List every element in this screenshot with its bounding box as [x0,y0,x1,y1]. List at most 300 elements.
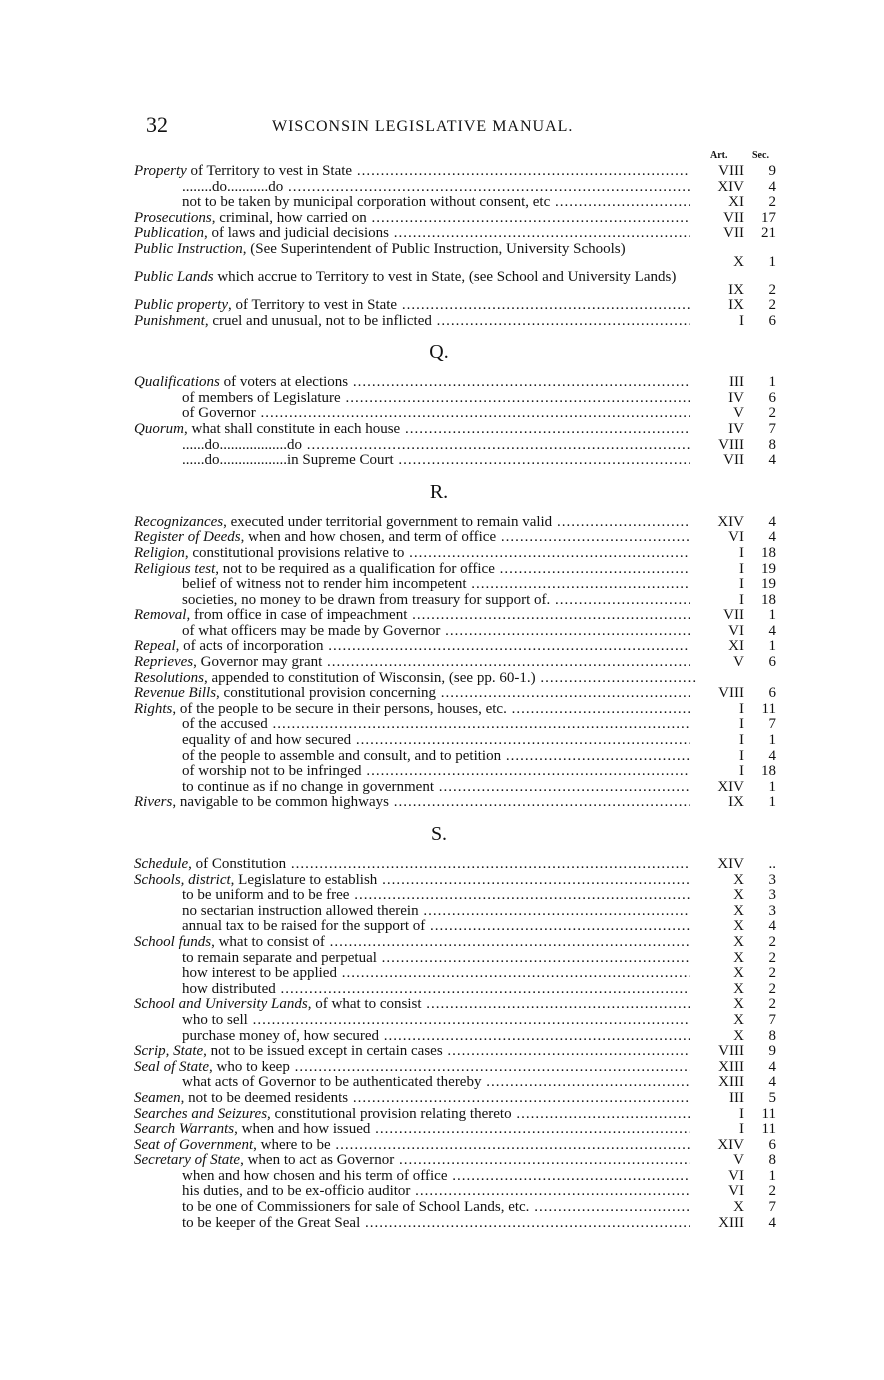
entry-article: I [690,314,744,330]
entry-description: , who to keep [209,1059,290,1075]
entry-article: I [690,1107,744,1123]
entry-description: of the accused [182,717,268,733]
entry-article: X [690,966,744,982]
entry-section: 2 [768,949,776,966]
entry-section: 4 [768,1058,776,1075]
entry-description: of what officers may be made by Governor [182,623,441,639]
entry-description: what acts of Governor to be authenticated thereby [182,1075,482,1091]
entry-text [182,749,698,765]
column-header-sec: Sec. [752,150,769,161]
entry-section: 1 [768,794,776,811]
index-entry [134,422,794,438]
index-entry [134,593,794,609]
entry-description: of the people to assemble and consult, and to petition [182,748,502,764]
entry-article: V [690,655,744,671]
entry-section: 18 [761,591,776,608]
entry-term: Rights [134,701,173,717]
entry-text [182,951,698,967]
entry-section: 8 [768,1027,776,1044]
entry-article: XIV [690,1138,744,1154]
index-entry [134,577,794,593]
entry-section: 7 [768,1199,776,1216]
entry-article: X [690,888,744,904]
entry-term: Qualifications [134,375,220,391]
entry-text [134,515,698,531]
entry-text [134,655,698,671]
entry-text [182,919,698,935]
entry-section: 21 [761,225,776,242]
entry-term: Seal of State [134,1059,209,1075]
index-entry [134,749,794,765]
index-entry [134,951,794,967]
index-entry [134,453,794,469]
entry-term: Searches and Seizures [134,1106,268,1122]
entry-section: 8 [768,436,776,453]
entry-term: Schedule [134,857,189,872]
entry-section: 3 [768,871,776,888]
entry-description: , executed under territorial government to remain valid [223,514,553,530]
entry-term: Religion [134,545,185,561]
entry-description: annual tax to be raised for the support of [182,919,426,935]
entry-section: 18 [761,544,776,561]
entry-article: X [690,951,744,967]
entry-text [182,391,698,407]
entry-section: 3 [768,887,776,904]
entry-text [182,195,698,211]
entry-text [182,982,698,998]
entry-section: 6 [768,1136,776,1153]
entry-description: , where to be [253,1137,331,1153]
entry-description: his duties, and to be ex-officio auditor [182,1184,411,1200]
entry-description: societies, no money to be drawn from treasury for support of. [182,592,551,608]
entry-description: , (See Superintendent of Public Instruction, University Schools) [242,241,626,256]
index-entry [134,391,794,407]
entry-section: 2 [768,933,776,950]
entry-section: 11 [761,1121,776,1138]
index-entry [134,873,794,889]
entry-description: to continue as if no change in government [182,779,435,795]
entry-term: Quorum [134,421,185,437]
entry-text [182,733,698,749]
entry-text [182,593,698,609]
entry-article: VIII [690,438,744,454]
entry-term: Public Lands [134,269,214,284]
entry-text [182,438,698,454]
entry-description: , from office in case of impeachment [186,608,408,624]
entry-section: 9 [768,163,776,179]
index-entry [134,1075,794,1091]
entry-section: 2 [768,296,776,313]
entry-article: IX [690,298,744,314]
entry-description: , constitutional provision concerning [216,686,437,702]
index-entry [134,857,794,873]
entry-article: XIII [690,1216,744,1232]
entry-article: XI [690,639,744,655]
entry-text [182,966,698,982]
entry-article: IX [690,283,744,299]
entry-description: , appended to constitution of Wisconsin, (see pp. 60-1.) [204,670,536,686]
index-entry [134,702,794,718]
entry-article: I [690,717,744,733]
entry-description: , of Constitution [188,857,287,872]
entry-section: 2 [768,405,776,422]
entry-section: 2 [768,194,776,211]
entry-term: Scrip, State [134,1044,204,1060]
entry-section: 11 [761,700,776,717]
entry-term: Seat of Government [134,1137,254,1153]
entry-section: 7 [768,716,776,733]
entry-article: X [690,935,744,951]
entry-description: of worship not to be infringed [182,764,362,780]
entry-article: I [690,702,744,718]
entry-text [134,935,698,951]
entry-term: Religious test [134,561,216,577]
entry-section: 7 [768,1011,776,1028]
entry-article: XI [690,195,744,211]
index-entry [134,226,794,242]
entry-section: .. [768,856,776,872]
entry-text [134,298,698,314]
index-entry [134,1091,794,1107]
index-entry [134,717,794,733]
entry-text [134,1091,698,1107]
entry-text [134,608,698,624]
entry-text [182,1013,698,1029]
index-entry [134,314,794,330]
index-entry [134,406,794,422]
index-entry [134,1060,794,1076]
entry-text [134,422,698,438]
index-entry [134,671,794,687]
entry-article: III [690,375,744,391]
entry-term: Removal [134,608,187,624]
entry-text [134,1153,698,1169]
entry-article: X [690,873,744,889]
entry-section: 3 [768,902,776,919]
page-number: 32 [146,112,168,137]
entry-text [182,406,698,422]
entry-term: Prosecutions [134,210,212,226]
entry-article: VII [690,226,744,242]
entry-text [134,314,698,330]
entry-description: to be uniform and to be free [182,888,350,904]
column-header-art: Art. [710,150,728,161]
index-body [134,164,794,1231]
entry-description: , navigable to be common highways [172,795,389,811]
entry-term: Publication [134,226,204,242]
entry-section: 2 [768,1183,776,1200]
entry-description: , of laws and judicial decisions [204,226,389,242]
entry-section: 4 [768,529,776,546]
running-head [146,112,786,142]
entry-article: VI [690,1169,744,1185]
entry-description: , what to consist of [211,934,325,950]
entry-term: Public property [134,297,229,313]
entry-description: , of what to consist [307,997,422,1013]
entry-description: how interest to be applied [182,966,337,982]
entry-term: Public Instruction [134,241,243,256]
index-entry [134,904,794,920]
entry-description: to remain separate and perpetual [182,950,377,966]
entry-article: VII [690,453,744,469]
entry-section: 2 [768,980,776,997]
entry-text [134,375,698,391]
entry-description: , constitutional provisions relative to [184,545,405,561]
entry-section: 1 [768,253,776,270]
entry-text [134,639,698,655]
entry-text [134,1138,698,1154]
entry-term: Recognizances [134,514,224,530]
index-entry [134,1216,794,1232]
entry-article: IV [690,422,744,438]
entry-term: Revenue Bills [134,686,217,702]
entry-article: IX [690,795,744,811]
index-entry [134,733,794,749]
entry-section: 1 [768,1167,776,1184]
entry-description: , Governor may grant [193,655,323,671]
entry-section: 4 [768,178,776,195]
entry-text [182,1200,698,1216]
entry-description: ........do...........do [182,179,284,195]
entry-article: VIII [690,686,744,702]
entry-text [134,702,698,718]
entry-article: XIV [690,857,744,873]
section-letter-text: Q. [429,341,449,364]
entry-section: 6 [768,389,776,406]
entry-section: 6 [768,312,776,329]
index-entry [134,1169,794,1185]
entry-description: , Legislature to establish [230,872,378,888]
entry-article: I [690,749,744,765]
entry-description: belief of witness not to render him incompetent [182,577,467,593]
entry-text [134,671,698,687]
entry-article: III [690,1091,744,1107]
entry-section: 1 [768,374,776,391]
entry-article: I [690,562,744,578]
entry-article: I [690,733,744,749]
entry-article: I [690,1122,744,1138]
entry-description: , not to be issued except in certain cases [203,1044,443,1060]
entry-section: 4 [768,452,776,469]
entry-article: XIV [690,780,744,796]
entry-text [182,717,698,733]
index-entry [134,780,794,796]
index-entry [134,211,794,227]
entry-text [134,873,698,889]
index-entry [134,624,794,640]
entry-article: I [690,546,744,562]
entry-article: XIII [690,1060,744,1076]
entry-term: Repeal [134,639,176,655]
index-entry [134,919,794,935]
index-entry [134,195,794,211]
entry-section: 1 [768,778,776,795]
entry-description: which accrue to Territory to vest in State, (see School and University Lands) [213,269,677,284]
section-letter-text: S. [430,823,448,845]
entry-section: 17 [761,209,776,226]
entry-article: X [690,997,744,1013]
entry-description: equality of and how secured [182,733,352,749]
entry-term: Schools, district [134,872,231,888]
index-entry [134,764,794,780]
entry-text [134,546,698,562]
entry-section: 8 [768,1152,776,1169]
entry-article: V [690,406,744,422]
entry-description: of members of Legislature [182,390,341,406]
entry-article: X [690,1200,744,1216]
entry-article: V [690,1153,744,1169]
entry-section: 1 [768,732,776,749]
entry-article: VI [690,530,744,546]
section-letter [134,469,794,515]
index-entry [134,966,794,982]
running-title: WISCONSIN LEGISLATIVE MANUAL. [272,118,574,135]
index-entry [134,164,794,180]
entry-description: when and how chosen and his term of office [182,1168,448,1184]
entry-section: 4 [768,513,776,530]
entry-section: 4 [768,622,776,639]
entry-section: 11 [761,1105,776,1122]
entry-description: ......do..................in Supreme Court [182,453,394,469]
entry-description: to be keeper of the Great Seal [182,1215,361,1231]
entry-description: , not to be required as a qualification for office [215,561,495,577]
entry-term: Secretary of State [134,1153,241,1169]
entry-article: X [690,1029,744,1045]
entry-term: School funds [134,934,212,950]
entry-description: to be one of Commissioners for sale of School Lands, etc. [182,1200,530,1216]
entry-text [134,1107,698,1123]
section-letter [134,811,794,857]
index-entry [134,1107,794,1123]
index-entry [134,1200,794,1216]
index-entry [134,1029,794,1045]
entry-term: Property [134,164,187,179]
index-entry [134,639,794,655]
entry-article: VIII [690,164,744,180]
entry-section: 6 [768,685,776,702]
entry-term: Reprieves [134,655,194,671]
entry-term: Seamen [134,1090,181,1106]
entry-text [134,242,698,256]
index-entry [134,1138,794,1154]
index-entry [134,1044,794,1060]
entry-text [182,1169,698,1185]
entry-description: ......do..................do [182,437,302,453]
entry-article: I [690,593,744,609]
entry-text [182,780,698,796]
section-letter-text: R. [429,480,449,503]
index-entry [134,655,794,671]
entry-description: how distributed [182,981,276,997]
entry-article: IV [690,391,744,407]
entry-text [182,1216,698,1232]
entry-term: School and University Lands [134,997,308,1013]
entry-text [182,453,698,469]
section-letter [134,329,794,375]
entry-description: , of the people to be secure in their persons, houses, etc. [172,701,507,717]
entry-text [134,1122,698,1138]
index-entry [134,1184,794,1200]
index-entry [134,530,794,546]
index-entry [134,546,794,562]
entry-section: 19 [761,560,776,577]
index-entry [134,1122,794,1138]
entry-article: VI [690,1184,744,1200]
entry-article: XIII [690,1075,744,1091]
entry-section: 7 [768,420,776,437]
entry-section: 1 [768,607,776,624]
entry-description: no sectarian instruction allowed therein [182,903,419,919]
entry-description: of Territory to vest in State [186,164,353,179]
index-entry [134,888,794,904]
index-entry [134,608,794,624]
entry-section: 2 [768,996,776,1013]
entry-description: of voters at elections [219,375,349,391]
entry-article: X [690,255,744,271]
entry-text [182,1184,698,1200]
entry-section: 2 [768,281,776,298]
entry-section: 6 [768,654,776,671]
entry-description: purchase money of, how secured [182,1028,380,1044]
entry-description: who to sell [182,1012,248,1028]
entry-section: 5 [768,1089,776,1106]
entry-article: X [690,904,744,920]
entry-text [134,857,698,873]
entry-text [134,562,698,578]
entry-text [182,888,698,904]
index-entry [134,375,794,391]
index-entry [134,562,794,578]
entry-article: XIV [690,180,744,196]
entry-description: , when and how issued [234,1122,371,1138]
entry-section: 18 [761,763,776,780]
entry-description: , of Territory to vest in State [228,297,398,313]
entry-text [182,180,698,196]
index-entry [134,298,794,314]
entry-text [134,997,698,1013]
entry-description: , cruel and unusual, not to be inflicted [204,313,432,329]
index-entry [134,686,794,702]
entry-text [182,764,698,780]
entry-text [134,226,698,242]
entry-description: , what shall constitute in each house [184,421,401,437]
entry-section: 4 [768,1214,776,1231]
entry-term: Rivers [134,795,173,811]
entry-section: 1 [768,638,776,655]
entry-description: of Governor [182,406,256,422]
entry-article: VI [690,624,744,640]
entry-article: XIV [690,515,744,531]
entry-text [134,1044,698,1060]
entry-article: VII [690,608,744,624]
entry-text [134,795,698,811]
entry-section: 4 [768,918,776,935]
entry-description: , of acts of incorporation [175,639,324,655]
entry-text [134,270,698,284]
entry-article: VII [690,211,744,227]
entry-article: X [690,1013,744,1029]
entry-text [182,577,698,593]
entry-description: , when to act as Governor [240,1153,395,1169]
entry-description: , when and how chosen, and term of office [240,530,497,546]
entry-article: I [690,764,744,780]
entry-text [134,686,698,702]
entry-section: 4 [768,1074,776,1091]
entry-text [182,904,698,920]
index-entry [134,1013,794,1029]
entry-term: Resolutions [134,670,204,686]
index-entry [134,180,794,196]
